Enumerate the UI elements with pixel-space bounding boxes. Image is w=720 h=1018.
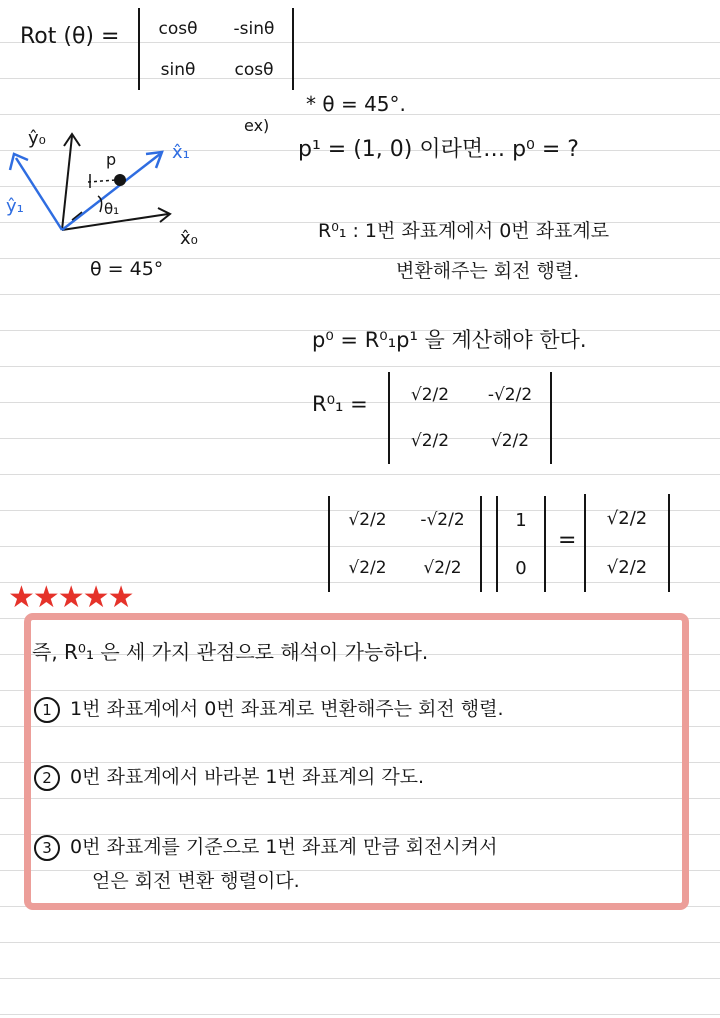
summary-item-2 xyxy=(34,762,424,791)
importance-stars: ★★★★★ xyxy=(8,580,133,615)
r-desc-line2: 변환해주는 회전 행렬. xyxy=(396,260,580,282)
summary-item-3 xyxy=(34,832,498,861)
r-matrix-cell: -√2/2 xyxy=(487,385,533,405)
equals-sign: = xyxy=(558,528,577,553)
angle-arc xyxy=(98,196,102,212)
input-vector xyxy=(496,496,546,592)
product-matrix xyxy=(328,496,482,592)
rot-matrix-cell: cosθ xyxy=(234,59,274,80)
item-number: 2 xyxy=(34,765,60,791)
y0-label: ŷ₀ xyxy=(28,128,46,149)
rot-label: Rot (θ) = xyxy=(20,24,120,49)
projection-line xyxy=(88,180,116,182)
given-point: p¹ = (1, 0) 이라면… p⁰ = ? xyxy=(298,137,579,162)
product-matrix-cell: √2/2 xyxy=(348,558,387,578)
r-label: R⁰₁ = xyxy=(312,392,368,416)
compute-statement: p⁰ = R⁰₁p¹ 을 계산해야 한다. xyxy=(312,328,587,352)
result-vector-cell: √2/2 xyxy=(606,557,648,578)
item-text: 0번 좌표계를 기준으로 1번 좌표계 만큼 회전시켜서 xyxy=(70,836,498,858)
r-matrix-cell: √2/2 xyxy=(410,431,450,451)
input-vector-cell: 0 xyxy=(515,557,527,579)
point-p xyxy=(114,174,126,186)
point-label: p xyxy=(106,150,117,169)
item-number: 1 xyxy=(34,697,60,723)
x0-label: x̂₀ xyxy=(180,228,198,249)
input-vector-cell: 1 xyxy=(515,509,527,531)
x1-label: x̂₁ xyxy=(172,142,190,163)
rot-matrix-cell: cosθ xyxy=(158,18,198,39)
diagram-caption: θ = 45° xyxy=(90,258,164,280)
rot-matrix-cell: -sinθ xyxy=(233,18,275,39)
product-matrix-cell: √2/2 xyxy=(423,558,462,578)
y1-axis xyxy=(16,158,62,230)
rot-matrix xyxy=(138,8,294,90)
r-matrix-cell: √2/2 xyxy=(410,385,450,405)
product-matrix-cell: √2/2 xyxy=(348,510,387,530)
item-number: 3 xyxy=(34,835,60,861)
item-text: 1번 좌표계에서 0번 좌표계로 변환해주는 회전 행렬. xyxy=(70,698,504,720)
y1-label: ŷ₁ xyxy=(6,196,24,217)
product-matrix-cell: -√2/2 xyxy=(420,510,465,530)
angle-label: θ₁ xyxy=(104,200,120,218)
y0-axis xyxy=(62,136,72,230)
theta-value: * θ = 45°. xyxy=(306,92,406,116)
summary-intro: 즉, R⁰₁ 은 세 가지 관점으로 해석이 가능하다. xyxy=(32,640,429,664)
rot-matrix-cell: sinθ xyxy=(160,59,196,80)
r-matrix-cell: √2/2 xyxy=(490,431,530,451)
item-text: 0번 좌표계에서 바라본 1번 좌표계의 각도. xyxy=(70,766,425,788)
result-vector xyxy=(584,494,670,592)
r-matrix xyxy=(388,372,552,464)
ex-label: ex) xyxy=(244,116,270,135)
result-vector-cell: √2/2 xyxy=(606,508,648,529)
summary-item-3-continued: 얻은 회전 변환 행렬이다. xyxy=(92,870,300,892)
r-desc-line1: R⁰₁ : 1번 좌표계에서 0번 좌표계로 xyxy=(318,220,610,242)
summary-item-1 xyxy=(34,694,504,723)
